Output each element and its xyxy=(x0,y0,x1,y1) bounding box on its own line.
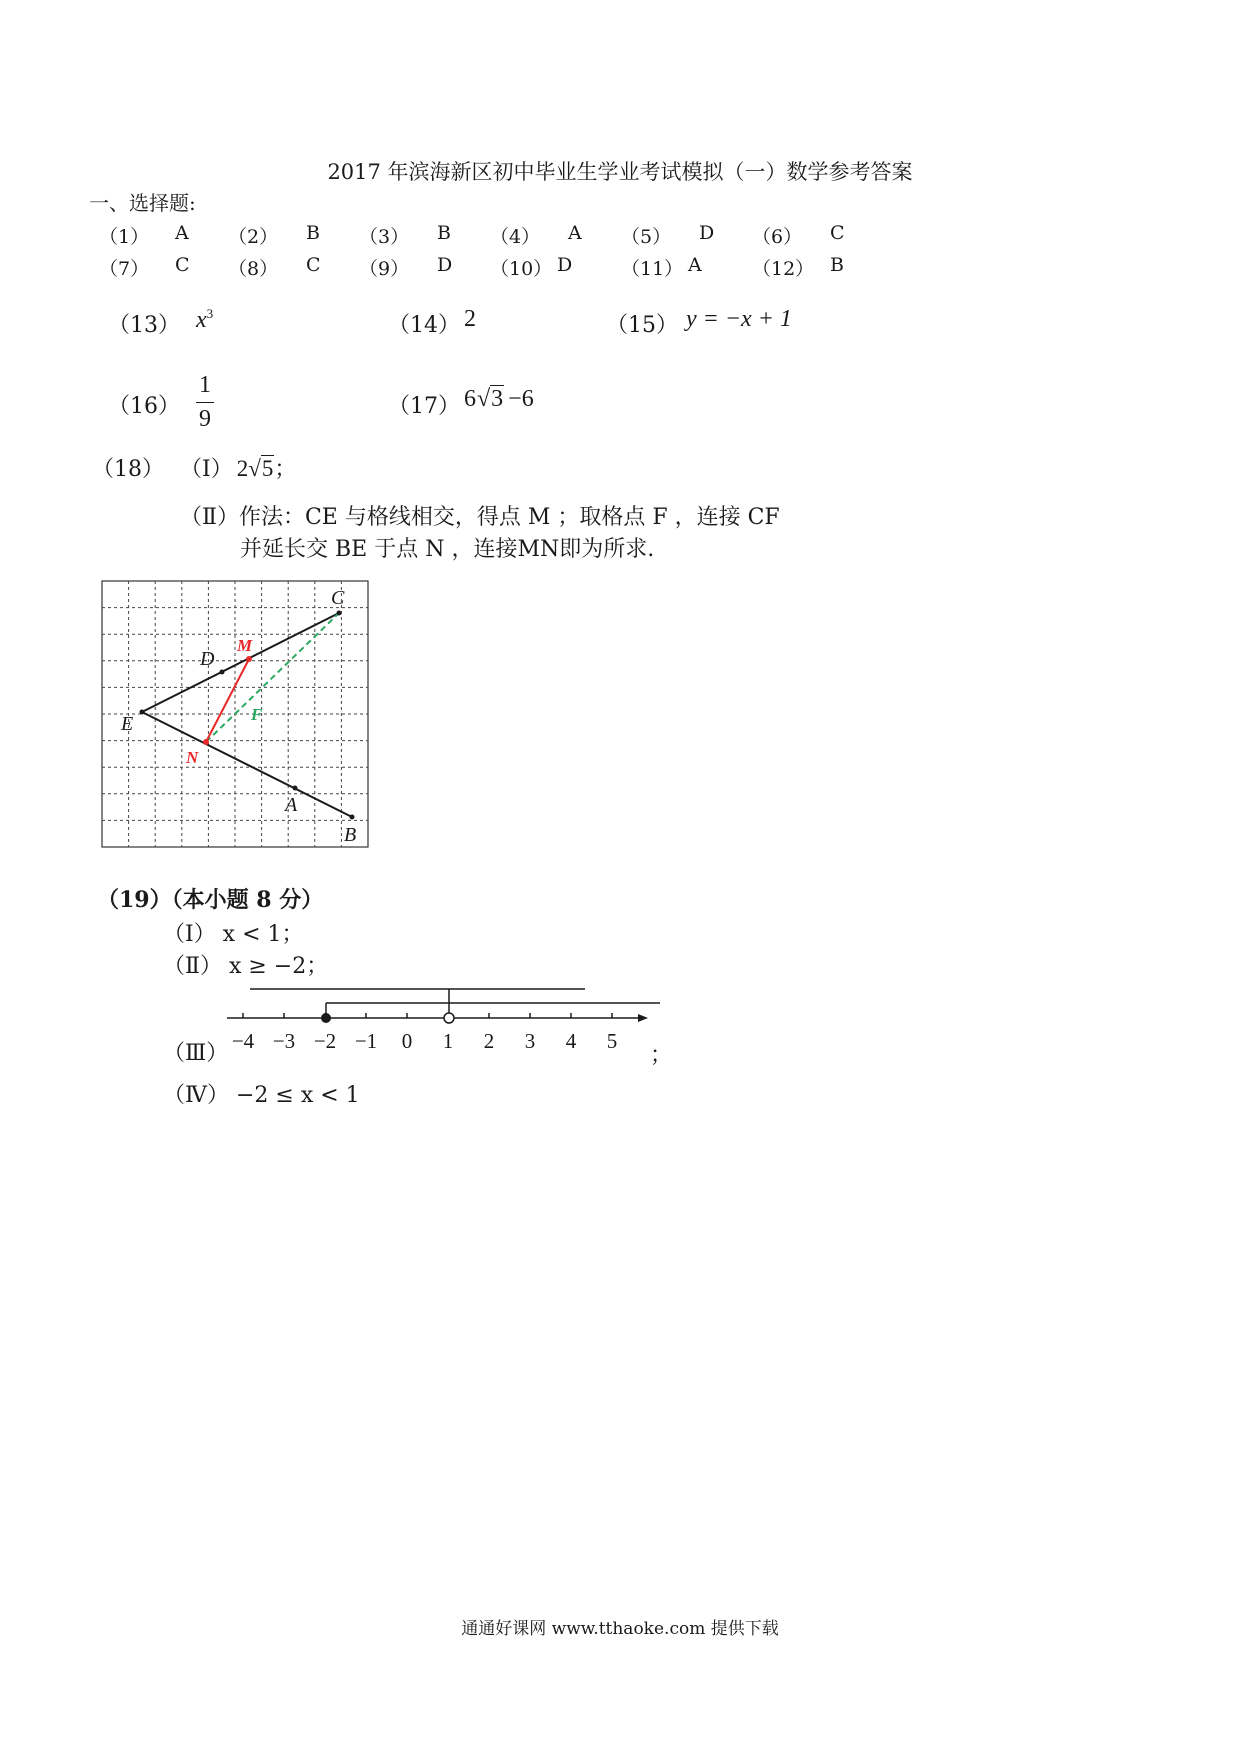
point-c xyxy=(337,611,342,616)
label-n: N xyxy=(186,748,199,767)
axis-tick-label: 3 xyxy=(524,1029,536,1053)
q19-part3-end: ； xyxy=(650,1043,673,1068)
axis-arrow-icon xyxy=(638,1014,648,1022)
choice-number: （4） xyxy=(490,226,541,248)
q18-part2-line2: 并延长交 BE 于点 N ，连接MN即为所求. xyxy=(240,537,655,562)
q19-part2: （Ⅱ） x ≥ −2； xyxy=(163,954,329,979)
choice-number: （12） xyxy=(752,258,815,280)
solid-endpoint xyxy=(321,1013,331,1023)
point-d xyxy=(220,670,225,675)
q15-number: （15） xyxy=(606,313,678,338)
segment-mn xyxy=(206,659,249,742)
q14-number: （14） xyxy=(388,313,460,338)
axis-tick-label: −4 xyxy=(231,1029,255,1053)
axis-tick-label: 0 xyxy=(401,1029,413,1053)
q17-answer: 6√3 −6 xyxy=(464,386,534,412)
footer: 通通好课网 www.tthaoke.com 提供下载 xyxy=(461,1619,779,1639)
q16-number: （16） xyxy=(108,394,180,419)
axis-tick-label: −1 xyxy=(354,1029,378,1053)
q14-answer: 2 xyxy=(464,306,476,332)
point-m xyxy=(246,656,252,662)
choice-number: （10） xyxy=(490,258,553,280)
q16-answer-fraction xyxy=(196,372,214,433)
choice-answer: D xyxy=(557,254,573,276)
q18-part1: （Ⅰ） 2√5； xyxy=(180,456,297,482)
segment-eb xyxy=(142,712,352,817)
fraction-denominator: 9 xyxy=(199,406,211,432)
choice-number: （6） xyxy=(752,226,803,248)
segment-ec xyxy=(142,613,339,712)
choice-number: （8） xyxy=(228,258,279,280)
choice-answer: D xyxy=(699,222,715,244)
label-m: M xyxy=(237,636,253,655)
q19-part4: （Ⅳ） −2 ≤ x < 1 xyxy=(163,1083,360,1108)
label-a: A xyxy=(285,794,298,816)
q13-number: （13） xyxy=(108,313,180,338)
axis-ticks xyxy=(232,1013,617,1053)
point-a xyxy=(293,786,298,791)
grid-figure xyxy=(100,578,370,850)
q13-answer: $x^3$ xyxy=(196,306,214,333)
fraction-numerator: 1 xyxy=(199,372,211,398)
label-b: B xyxy=(344,824,357,846)
q17-number: （17） xyxy=(388,394,460,419)
point-b xyxy=(350,815,355,820)
label-e: E xyxy=(121,713,134,735)
choice-answer: A xyxy=(568,222,582,244)
choice-number: （7） xyxy=(99,258,150,280)
choice-answer: C xyxy=(175,254,190,276)
point-e xyxy=(140,710,145,715)
label-d: D xyxy=(200,648,215,670)
choice-number: （2） xyxy=(228,226,279,248)
segment-cf-dashed xyxy=(206,613,339,742)
q18-number: （18） xyxy=(92,457,164,482)
axis-tick-label: 5 xyxy=(606,1029,618,1053)
choice-answer: A xyxy=(688,254,702,276)
choice-number: （11） xyxy=(621,258,684,280)
q18-part2-line1: （Ⅱ）作法：CE 与格线相交，得点 M ；取格点 F ，连接 CF xyxy=(180,505,780,530)
fraction-bar xyxy=(196,402,214,403)
axis-tick-label: 1 xyxy=(442,1029,454,1053)
choice-answer: D xyxy=(437,254,453,276)
choice-answer: B xyxy=(830,254,844,276)
q19-part3-label: （Ⅲ） xyxy=(163,1041,229,1066)
choice-answer: B xyxy=(437,222,451,244)
choice-number: （1） xyxy=(99,226,150,248)
number-line xyxy=(220,980,660,1060)
choice-answer: C xyxy=(830,222,845,244)
section-heading-choice: 一、选择题: xyxy=(89,191,196,215)
label-f: F xyxy=(251,705,263,724)
choice-answer: A xyxy=(175,222,189,244)
label-c: C xyxy=(331,587,345,609)
q19-part1: （Ⅰ） x < 1； xyxy=(163,922,304,947)
axis-tick-label: 4 xyxy=(565,1029,577,1053)
choice-answer: B xyxy=(306,222,320,244)
axis-tick-label: 2 xyxy=(483,1029,495,1053)
choice-number: （9） xyxy=(359,258,410,280)
open-endpoint xyxy=(444,1013,454,1023)
q15-answer: y = −x + 1 xyxy=(686,306,792,332)
page-title: 2017 年滨海新区初中毕业生学业考试模拟（一）数学参考答案 xyxy=(327,160,913,184)
choice-answer: C xyxy=(306,254,321,276)
choice-number: （5） xyxy=(621,226,672,248)
point-n xyxy=(203,739,209,745)
q19-heading: （19）（本小题 8 分） xyxy=(97,887,324,913)
choice-number: （3） xyxy=(359,226,410,248)
axis-tick-label: −3 xyxy=(272,1029,296,1053)
axis-tick-label: −2 xyxy=(313,1029,337,1053)
